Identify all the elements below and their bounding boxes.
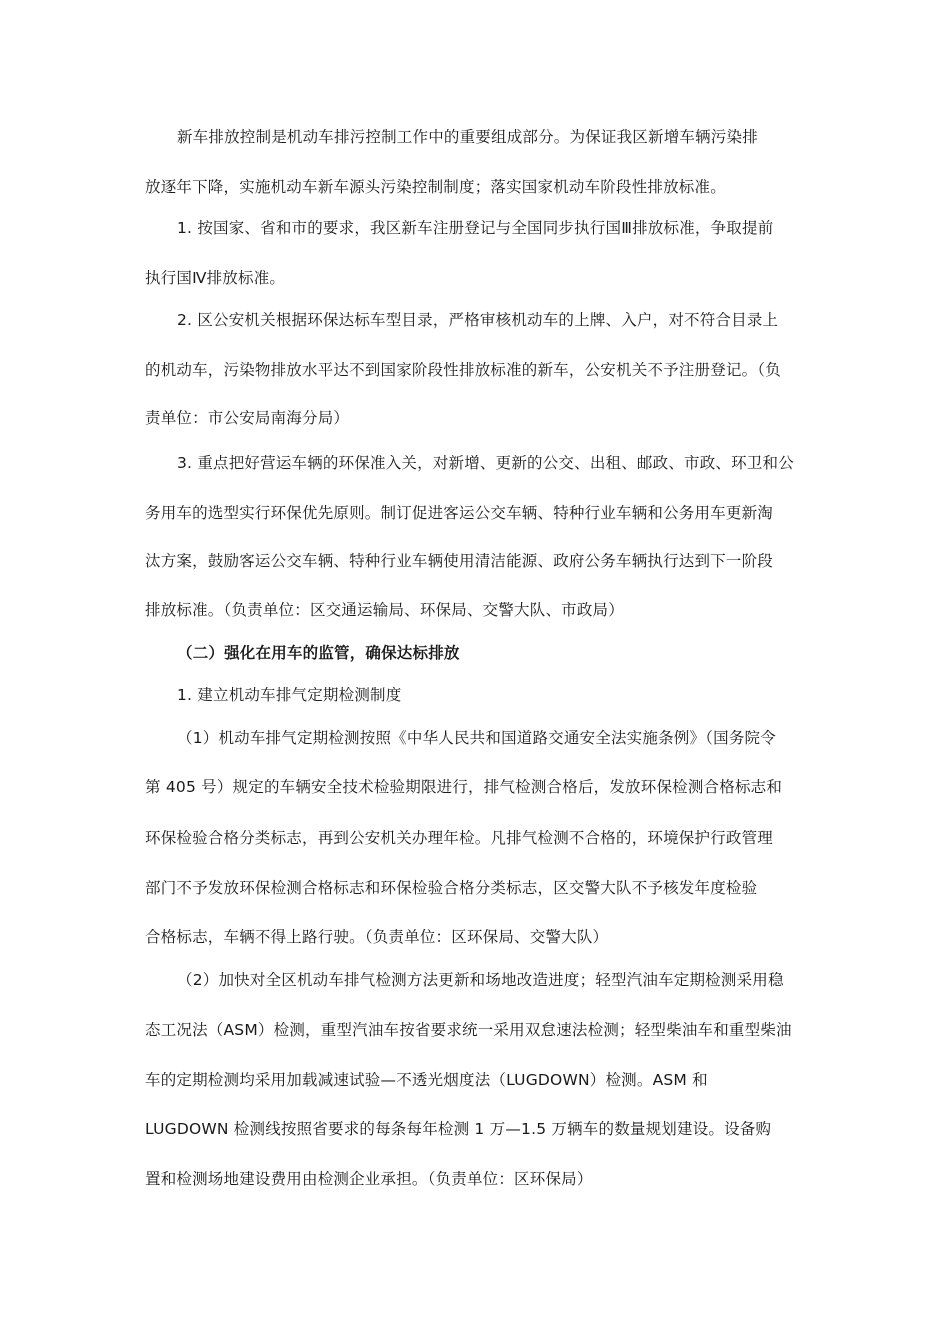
paragraph-line: 责单位：市公安局南海分局） — [145, 409, 350, 427]
paragraph-line: 的机动车，污染物排放水平达不到国家阶段性排放标准的新车，公安机关不予注册登记。（负 — [145, 361, 781, 379]
paragraph-line: 执行国Ⅳ排放标准。 — [145, 269, 286, 287]
paragraph-line: LUGDOWN 检测线按照省要求的每条每年检测 1 万—1.5 万辆车的数量规划建设。设备购 — [145, 1120, 772, 1138]
section-heading: （二）强化在用车的监管，确保达标排放 — [177, 644, 460, 662]
paragraph-line: 汰方案，鼓励客运公交车辆、特种行业车辆使用清洁能源、政府公务车辆执行达到下一阶段 — [145, 552, 774, 570]
paragraph-line: 车的定期检测均采用加载减速试验—不透光烟度法（LUGDOWN）检测。ASM 和 — [145, 1071, 708, 1089]
list-item-line: （1）机动车排气定期检测按照《中华人民共和国道路交通安全法实施条例》（国务院令 — [177, 729, 776, 747]
paragraph-line: 态工况法（ASM）检测，重型汽油车按省要求统一采用双怠速法检测；轻型柴油车和重型柴油 — [145, 1021, 792, 1039]
paragraph-line: 部门不予发放环保检测合格标志和环保检验合格分类标志，区交警大队不予核发年度检验 — [145, 879, 758, 897]
paragraph-line: 排放标准。（负责单位：区交通运输局、环保局、交警大队、市政局） — [145, 601, 624, 619]
list-item-line: 2. 区公安机关根据环保达标车型目录，严格审核机动车的上牌、入户，对不符合目录上 — [177, 311, 779, 329]
paragraph-line: 置和检测场地建设费用由检测企业承担。（负责单位：区环保局） — [145, 1170, 593, 1188]
subsection-heading: 1. 建立机动车排气定期检测制度 — [177, 686, 402, 704]
list-item-line: 3. 重点把好营运车辆的环保准入关，对新增、更新的公交、出租、邮政、市政、环卫和公 — [177, 454, 794, 472]
paragraph-line: 务用车的选型实行环保优先原则。制订促进客运公交车辆、特种行业车辆和公务用车更新淘 — [145, 504, 774, 522]
paragraph-line: 第 405 号）规定的车辆安全技术检验期限进行，排气检测合格后，发放环保检测合格标志和 — [145, 778, 783, 796]
paragraph-line: 放逐年下降，实施机动车新车源头污染控制制度；落实国家机动车阶段性排放标准。 — [145, 178, 726, 196]
list-item-line: 1. 按国家、省和市的要求，我区新车注册登记与全国同步执行国Ⅲ排放标准，争取提前 — [177, 219, 774, 237]
list-item-line: （2）加快对全区机动车排气检测方法更新和场地改造进度；轻型汽油车定期检测采用稳 — [177, 971, 784, 989]
paragraph-line: 环保检验合格分类标志，再到公安机关办理年检。凡排气检测不合格的，环境保护行政管理 — [145, 829, 774, 847]
paragraph-line: 新车排放控制是机动车排污控制工作中的重要组成部分。为保证我区新增车辆污染排 — [177, 128, 758, 146]
paragraph-line: 合格标志，车辆不得上路行驶。（负责单位：区环保局、交警大队） — [145, 928, 609, 946]
